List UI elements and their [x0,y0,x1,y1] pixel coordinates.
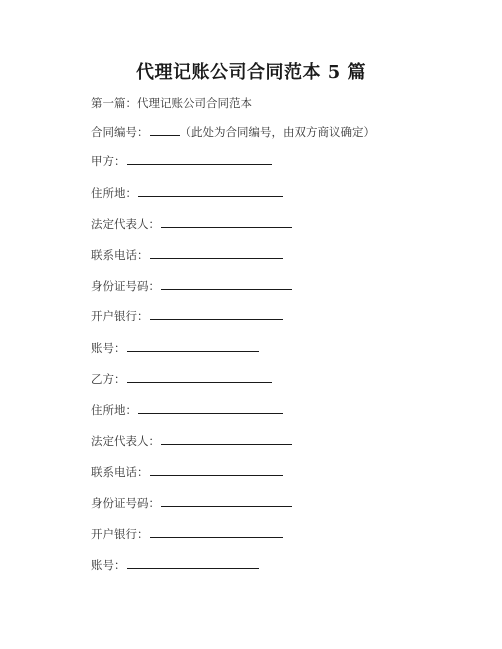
contract-number-line [91,124,375,140]
party-a-legal-rep-line [91,216,292,232]
party-a-bank-label: 开户银行： [91,309,149,323]
party-a-address-blank [138,185,283,197]
party-a-address-line [91,185,283,201]
party-b-id-line [91,495,292,511]
party-a-phone-line [91,247,283,263]
party-a-phone-label: 联系电话： [91,248,149,262]
party-b-name-line [91,371,272,387]
party-b-bank-blank [150,526,283,538]
party-b-id-label: 身份证号码： [91,496,160,510]
document-title: 代理记账公司合同范本 5 篇 [135,62,367,83]
contract-number-label: 合同编号： [91,125,149,139]
party-b-address-label: 住所地： [91,403,137,417]
party-b-bank-line [91,526,283,542]
party-b-legal-rep-blank [161,433,292,445]
contract-number-blank [150,124,180,136]
party-b-address-line [91,402,283,418]
party-a-legal-rep-blank [161,216,292,228]
party-b-account-line [91,557,259,573]
party-b-bank-label: 开户银行： [91,527,149,541]
party-a-id-line [91,278,292,294]
section-heading: 第一篇：代理记账公司合同范本 [91,96,252,110]
party-b-phone-blank [150,464,283,476]
party-a-bank-line [91,308,283,324]
party-a-address-label: 住所地： [91,186,137,200]
party-b-account-blank [127,557,259,569]
party-a-name-label: 甲方： [91,154,126,168]
party-a-id-blank [161,278,292,290]
party-b-legal-rep-line [91,433,292,449]
party-b-id-blank [161,495,292,507]
party-b-legal-rep-label: 法定代表人： [91,434,160,448]
party-b-phone-label: 联系电话： [91,465,149,479]
party-a-account-label: 账号： [91,341,126,355]
party-a-phone-blank [150,247,283,259]
party-b-account-label: 账号： [91,558,126,572]
party-a-bank-blank [150,308,283,320]
party-b-address-blank [138,402,283,414]
party-b-phone-line [91,464,283,480]
party-a-id-label: 身份证号码： [91,279,160,293]
party-b-name-blank [127,371,272,383]
contract-number-note: （此处为合同编号，由双方商议确定） [179,125,375,139]
party-a-name-line [91,153,272,169]
party-a-name-blank [127,153,272,165]
party-b-name-label: 乙方： [91,372,126,386]
party-a-account-blank [127,340,259,352]
party-a-account-line [91,340,259,356]
party-a-legal-rep-label: 法定代表人： [91,217,160,231]
